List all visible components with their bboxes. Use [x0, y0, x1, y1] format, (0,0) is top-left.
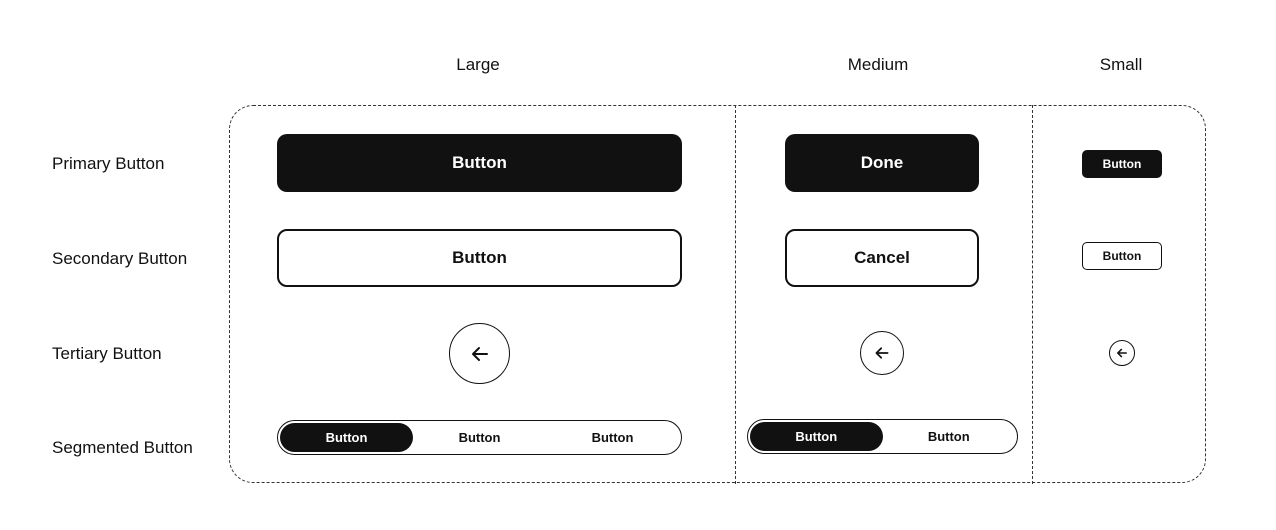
segment-medium-2[interactable]: Button [927, 429, 970, 444]
tertiary-button-small[interactable] [1109, 340, 1135, 366]
row-label-tertiary: Tertiary Button [52, 344, 162, 363]
primary-button-large[interactable] [277, 134, 682, 192]
secondary-button-small-label: Button [1102, 249, 1142, 263]
column-header-medium: Medium [847, 55, 909, 74]
row-label-segmented: Segmented Button [52, 438, 193, 457]
arrow-left-icon [1116, 347, 1128, 359]
tertiary-button-medium[interactable] [860, 331, 904, 375]
arrow-left-icon [470, 344, 490, 364]
segment-large-1[interactable]: Button [280, 423, 413, 452]
secondary-button-small[interactable] [1082, 242, 1162, 270]
column-header-large: Large [456, 55, 500, 74]
row-label-primary: Primary Button [52, 154, 165, 173]
secondary-button-large[interactable] [277, 229, 682, 287]
primary-button-small-label: Button [1102, 157, 1142, 171]
cancel-button[interactable] [785, 229, 979, 287]
primary-button-small[interactable] [1082, 150, 1162, 178]
divider-large-medium [735, 105, 736, 484]
segmented-button-large [277, 420, 682, 455]
done-button-label: Done [860, 153, 904, 172]
done-button[interactable] [785, 134, 979, 192]
segmented-button-medium [747, 419, 1018, 454]
column-header-small: Small [1099, 55, 1143, 74]
segment-medium-1[interactable]: Button [750, 422, 883, 451]
segment-large-3[interactable]: Button [591, 430, 634, 445]
cancel-button-label: Cancel [854, 248, 910, 267]
row-label-secondary: Secondary Button [52, 249, 188, 268]
secondary-button-large-label: Button [452, 248, 507, 267]
primary-button-large-label: Button [452, 153, 507, 172]
segment-large-2[interactable]: Button [458, 430, 501, 445]
divider-medium-small [1032, 105, 1033, 484]
tertiary-button-large[interactable] [449, 323, 510, 384]
arrow-left-icon [874, 345, 890, 361]
